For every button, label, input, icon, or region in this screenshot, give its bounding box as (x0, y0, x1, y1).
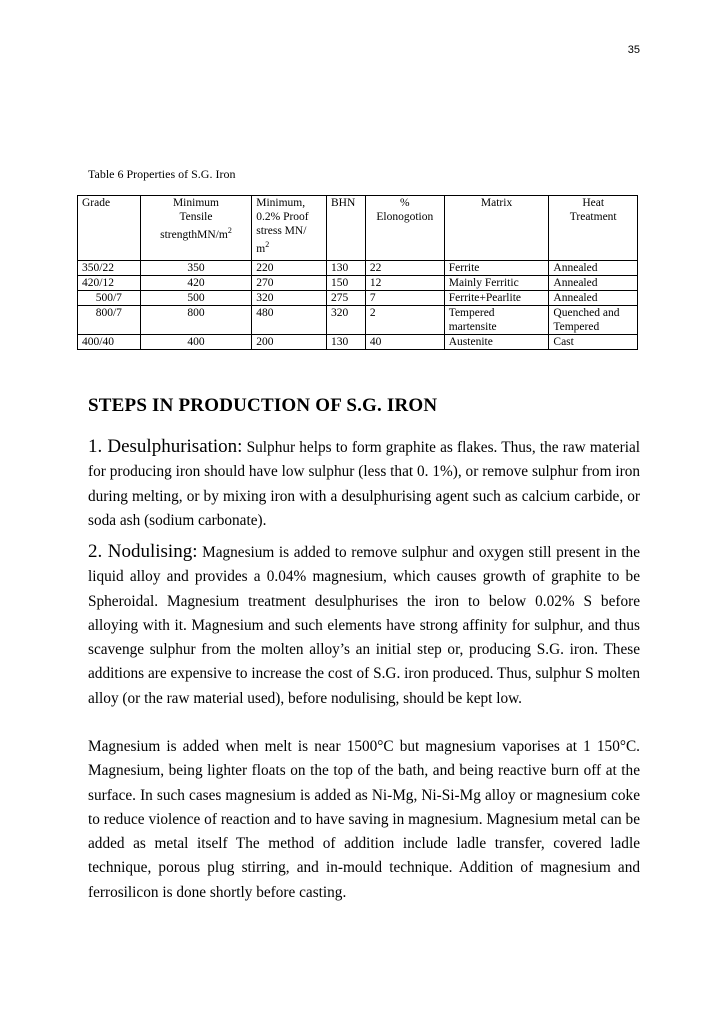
section-heading: STEPS IN PRODUCTION OF S.G. IRON (88, 395, 438, 416)
cell-matrix: Ferrite (444, 261, 549, 276)
page-number: 35 (627, 44, 640, 56)
cell-heat: Cast (549, 335, 638, 350)
cell-heat: Annealed (549, 291, 638, 306)
cell-grade: 420/12 (78, 276, 141, 291)
cell-bhn: 130 (327, 335, 366, 350)
paragraph-text: Sulphur helps to form graphite as flakes. Thus, the raw material for producing iron should have low sulphur (less that 0. 1%), or remove sulphur from iron during melting, or by mixing iron with a desulphurising agent such as calcium carbide, or soda ash (sodium carbonate). (88, 439, 640, 529)
paragraph-nodulising (88, 540, 640, 711)
table-row (78, 291, 638, 306)
cell-tensile: 500 (140, 291, 252, 306)
cell-tensile: 800 (140, 306, 252, 335)
paragraph-magnesium-addition: Magnesium is added when melt is near 1500°C but magnesium vaporises at 1 150°C. Magnesium, being lighter floats on the top of the bath, and being reactive burn off at the surface. In such cases magnesium is added as Ni-Mg, Ni-Si-Mg alloy or magnesium coke to reduce violence of reaction and to have saving in magnesium. Magnesium metal can be added as metal itself The method of addition include ladle transfer, covered ladle technique, porous plug stirring, and in-mould technique. Addition of magnesium and ferrosilicon is done shortly before casting. (88, 738, 640, 901)
cell-proof: 320 (252, 291, 327, 306)
cell-proof: 220 (252, 261, 327, 276)
cell-tensile: 420 (140, 276, 252, 291)
cell-matrix: Austenite (444, 335, 549, 350)
cell-grade: 800/7 (78, 306, 141, 335)
cell-tensile: 400 (140, 335, 252, 350)
cell-elongation: 7 (365, 291, 444, 306)
cell-proof: 270 (252, 276, 327, 291)
cell-proof: 480 (252, 306, 327, 335)
cell-tensile: 350 (140, 261, 252, 276)
cell-elongation: 2 (365, 306, 444, 335)
table-row (78, 276, 638, 291)
cell-bhn: 150 (327, 276, 366, 291)
cell-heat: Annealed (549, 276, 638, 291)
cell-grade: 500/7 (78, 291, 141, 306)
properties-table (77, 195, 638, 350)
paragraph-desulphurisation (88, 435, 640, 533)
paragraph-lead: 2. Nodulising: (88, 541, 198, 562)
cell-bhn: 130 (327, 261, 366, 276)
cell-grade: 350/22 (78, 261, 141, 276)
table-row (78, 306, 638, 335)
table-row (78, 261, 638, 276)
table-header-row (78, 196, 638, 261)
cell-matrix: Ferrite+Pearlite (444, 291, 549, 306)
cell-matrix: Tempered martensite (444, 306, 549, 335)
cell-bhn: 320 (327, 306, 366, 335)
header-bhn: BHN (327, 196, 366, 261)
header-matrix: Matrix (444, 196, 549, 261)
cell-elongation: 22 (365, 261, 444, 276)
header-grade: Grade (78, 196, 141, 261)
cell-grade: 400/40 (78, 335, 141, 350)
cell-heat: Annealed (549, 261, 638, 276)
header-elongation: % Elonogotion (365, 196, 444, 261)
table-caption: Table 6 Properties of S.G. Iron (88, 167, 236, 181)
cell-matrix: Mainly Ferritic (444, 276, 549, 291)
table-row (78, 335, 638, 350)
paragraph-text: Magnesium is added to remove sulphur and oxygen still present in the liquid alloy and provides a 0.04% magnesium, which causes growth of graphite to be Spheroidal. Magnesium treatment desulphurises the iron to below 0.02% S before alloying with it. Magnesium and such elements have strong affinity for sulphur, and thus scavenge sulphur from the molten alloy’s an initial step or, producing S.G. iron. These additions are expensive to increase the cost of S.G. iron produced. Thus, sulphur S molten alloy (or the raw material used), before nodulising, should be kept low. (88, 544, 640, 707)
header-tensile: Minimum Tensile strengthMN/$m^2$ (140, 196, 252, 261)
header-heat-treatment: Heat Treatment (549, 196, 638, 261)
cell-proof: 200 (252, 335, 327, 350)
paragraph-lead: 1. Desulphurisation: (88, 436, 243, 457)
cell-elongation: 40 (365, 335, 444, 350)
cell-bhn: 275 (327, 291, 366, 306)
cell-heat: Quenched and Tempered (549, 306, 638, 335)
header-proof-stress: Minimum, 0.2% Proof stress MN/ $m^2$ (252, 196, 327, 261)
cell-elongation: 12 (365, 276, 444, 291)
